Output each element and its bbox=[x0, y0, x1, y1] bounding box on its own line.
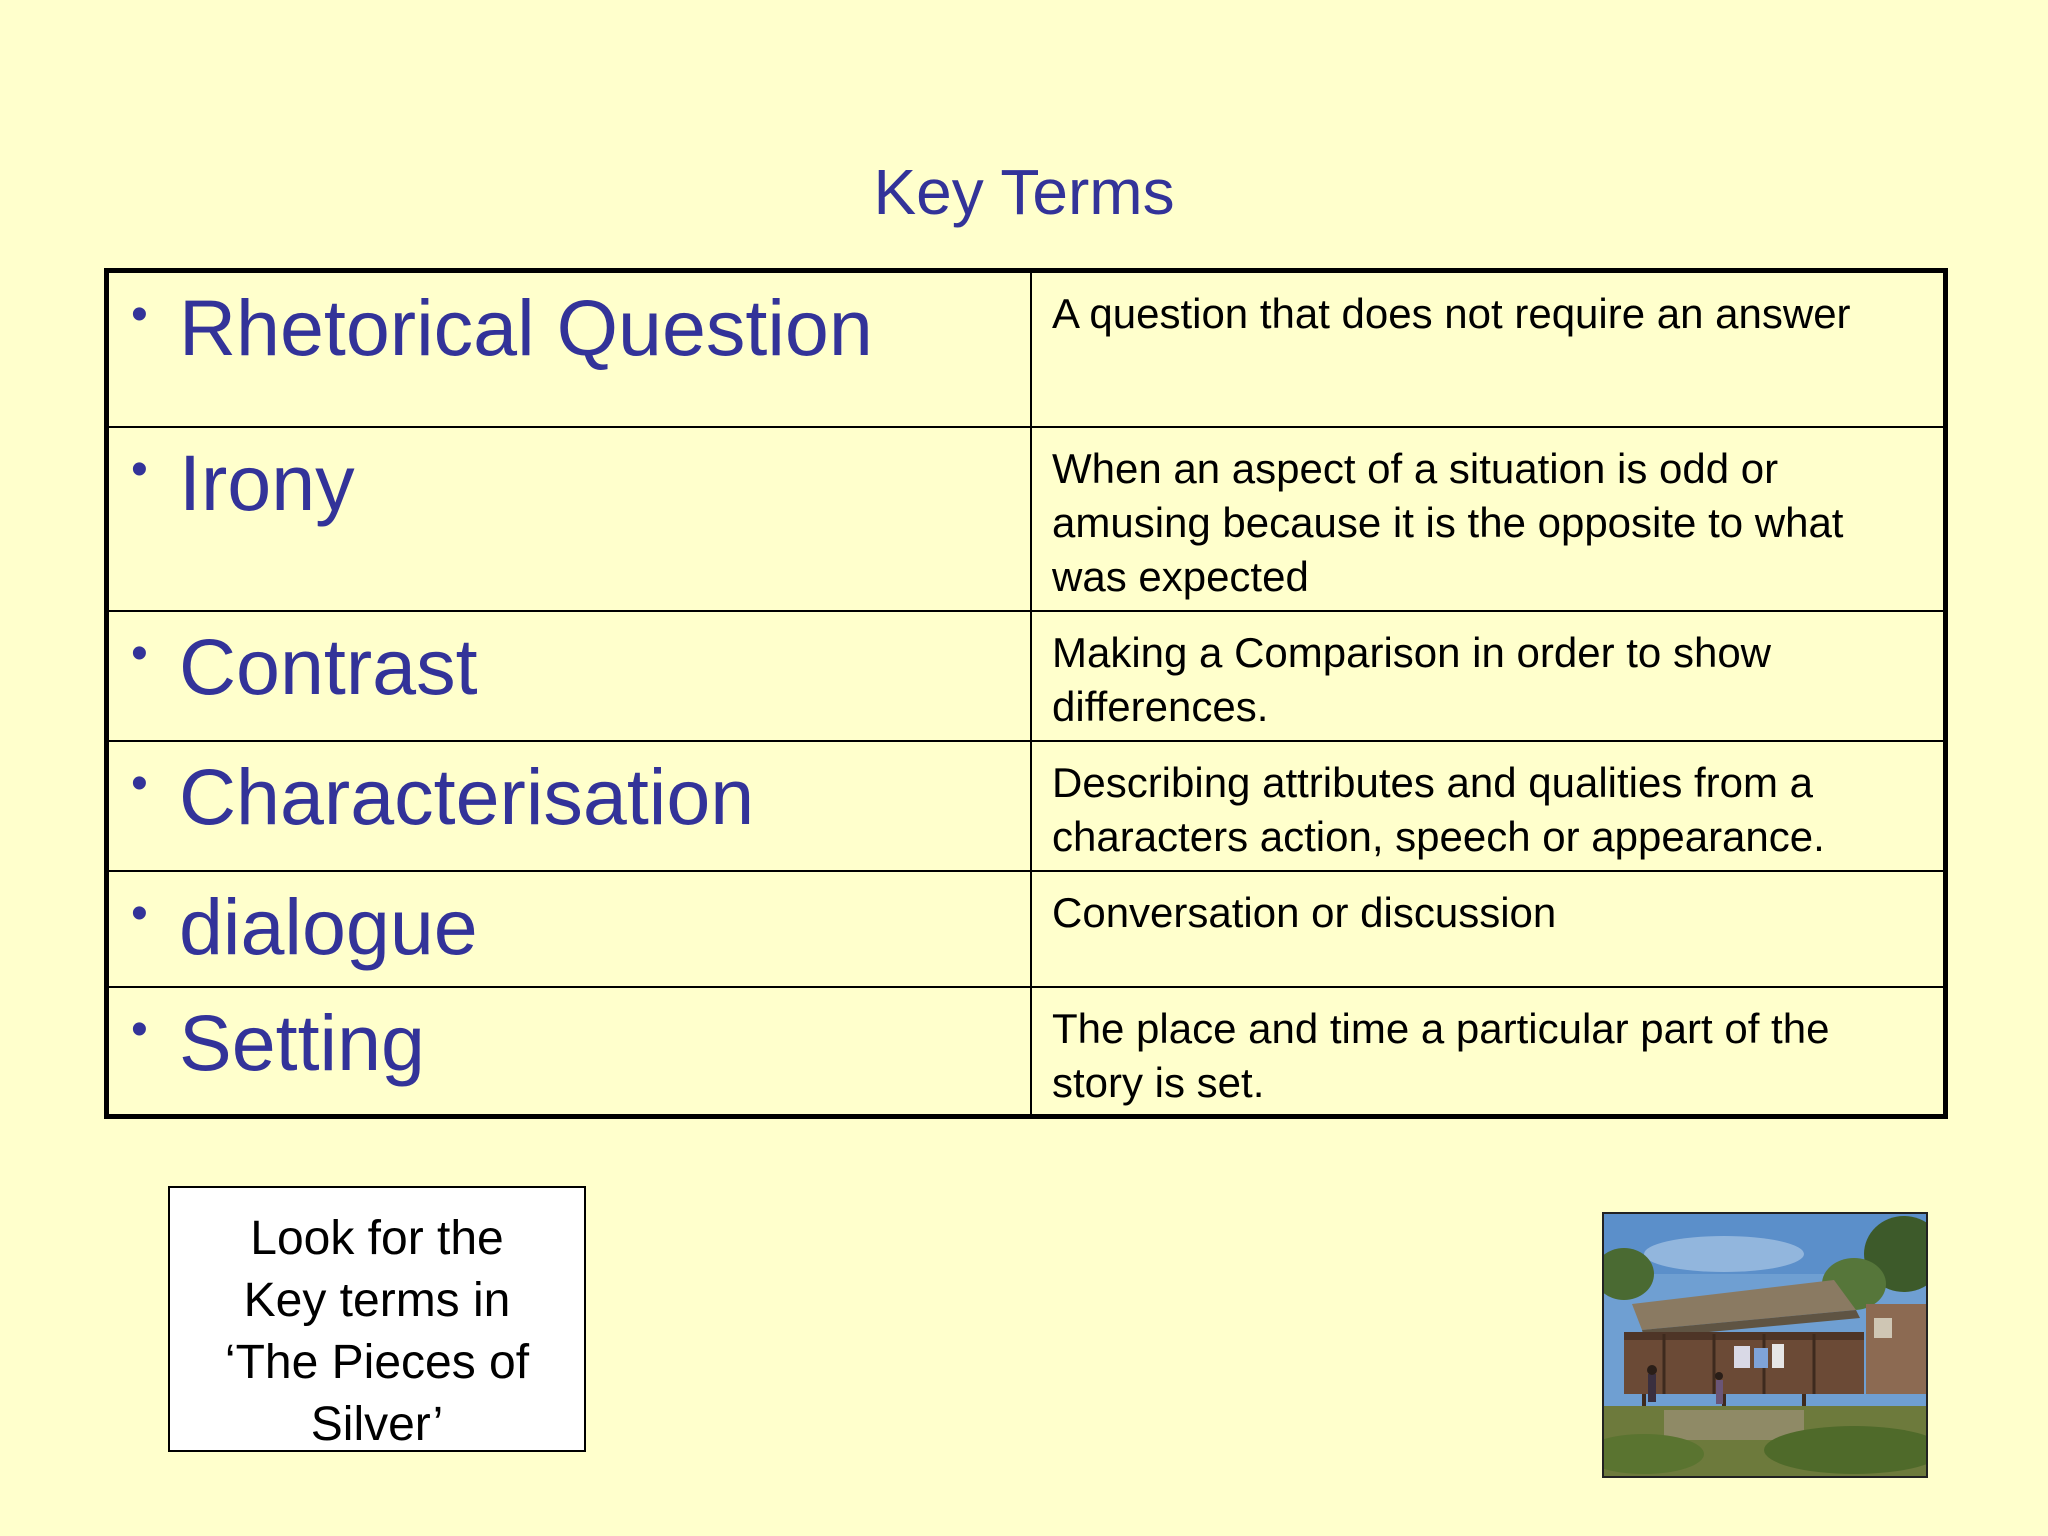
table-row bbox=[107, 611, 1946, 741]
bullet-icon: • bbox=[131, 626, 148, 680]
bullet-icon: • bbox=[131, 442, 148, 496]
term-label: Rhetorical Question bbox=[179, 283, 873, 372]
bullet-icon: • bbox=[131, 886, 148, 940]
term-cell bbox=[107, 987, 1032, 1117]
definition-cell bbox=[1031, 611, 1946, 741]
note-line: Silver’ bbox=[310, 1398, 444, 1451]
definition-text: Conversation or discussion bbox=[1052, 888, 1557, 936]
definition-cell bbox=[1031, 427, 1946, 611]
table-row bbox=[107, 987, 1946, 1117]
term-label: Contrast bbox=[179, 621, 478, 711]
slide-title: Key Terms bbox=[873, 156, 1175, 228]
note-line: Key terms in bbox=[243, 1274, 511, 1327]
table-row bbox=[107, 271, 1946, 427]
term-cell bbox=[107, 611, 1032, 741]
term-cell bbox=[107, 871, 1032, 987]
definition-cell bbox=[1031, 987, 1946, 1117]
key-terms-table bbox=[104, 268, 1948, 1119]
term-label: Setting bbox=[179, 997, 425, 1087]
table-row bbox=[107, 427, 1946, 611]
definition-cell bbox=[1031, 271, 1946, 427]
definition-cell bbox=[1031, 871, 1946, 987]
term-label: Irony bbox=[179, 437, 355, 527]
term-cell bbox=[107, 427, 1032, 611]
term-cell bbox=[107, 741, 1032, 871]
definition-text: Making a Comparison in order to show differences. bbox=[1052, 628, 1772, 730]
note-line: Look for the bbox=[250, 1212, 504, 1265]
definition-text: The place and time a particular part of the story is set. bbox=[1052, 1004, 1830, 1106]
definition-text: When an aspect of a situation is odd or amusing because it is the opposite to what was expected bbox=[1052, 444, 1844, 600]
term-label: Characterisation bbox=[179, 751, 755, 841]
bullet-icon: • bbox=[131, 1002, 148, 1056]
table-row bbox=[107, 741, 1946, 871]
definition-text: A question that does not require an answer bbox=[1052, 290, 1851, 337]
term-cell bbox=[107, 271, 1032, 427]
definition-cell bbox=[1031, 741, 1946, 871]
village-house-photo bbox=[1602, 1212, 1928, 1478]
definition-text: Describing attributes and qualities from a characters action, speech or appearance. bbox=[1052, 758, 1825, 860]
term-label: dialogue bbox=[179, 881, 478, 971]
note-line: ‘The Pieces of bbox=[224, 1336, 530, 1389]
bullet-icon: • bbox=[131, 756, 148, 810]
reading-note bbox=[168, 1186, 586, 1452]
table-row bbox=[107, 871, 1946, 987]
bullet-icon: • bbox=[131, 288, 148, 341]
